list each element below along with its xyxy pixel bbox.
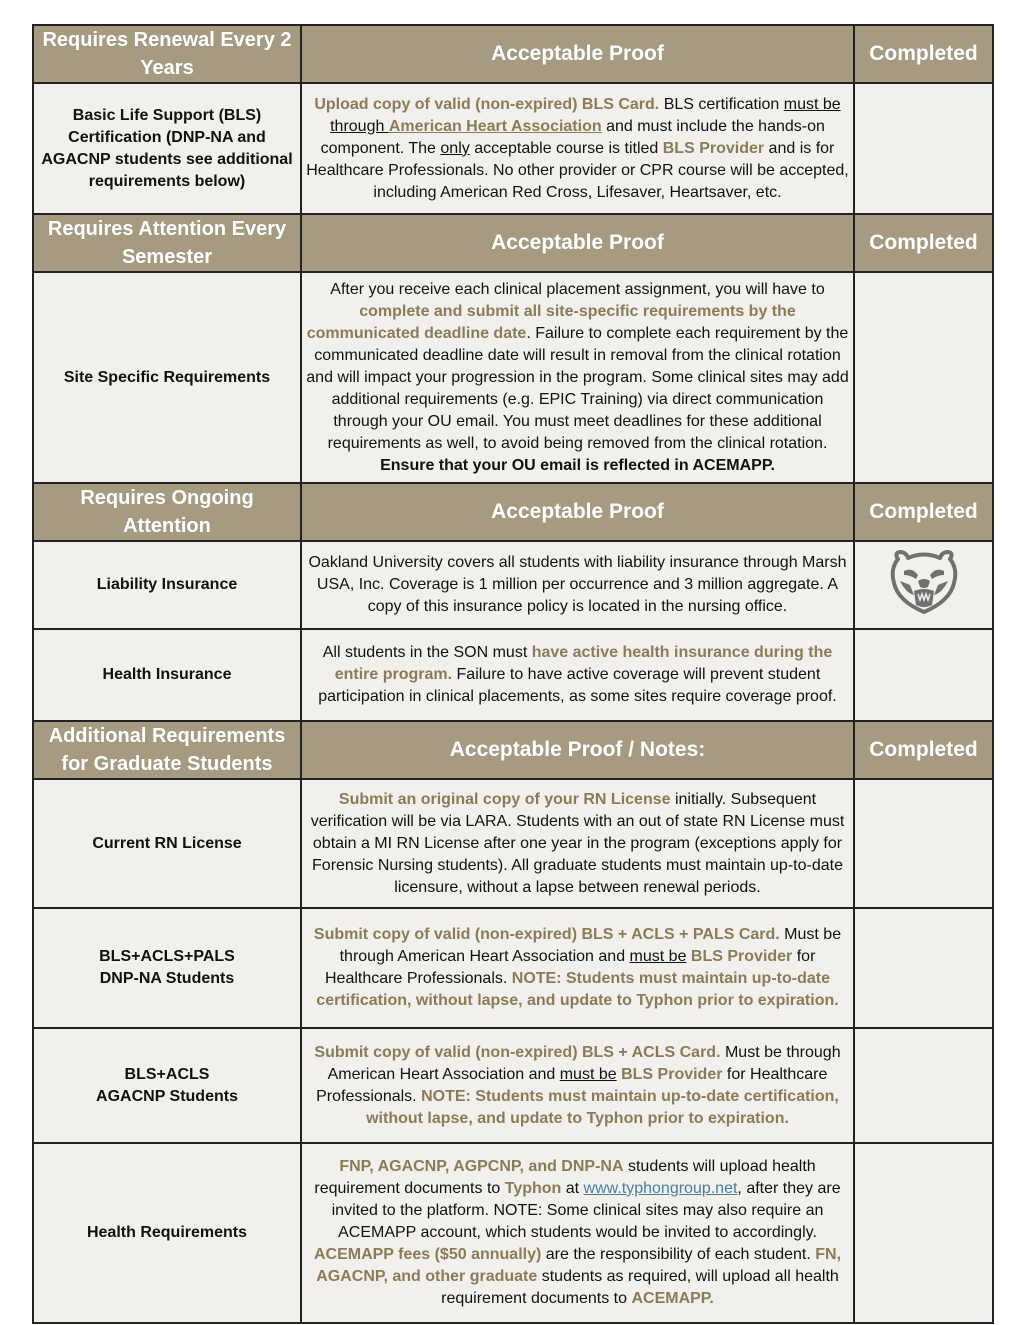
requirement-proof [301, 272, 854, 483]
typhon-link[interactable]: www.typhongroup.net [583, 1180, 738, 1197]
proof-text-segment: BLS certification [659, 95, 784, 113]
proof-text-segment: for Healthcare Professionals. [316, 1065, 828, 1105]
table-row [33, 1143, 993, 1323]
proof-text-segment: Must be through American Heart Association and [327, 1043, 841, 1083]
requirement-label: Health Insurance [33, 629, 301, 721]
completed-cell[interactable] [854, 629, 993, 721]
table-row [33, 779, 993, 908]
completed-cell[interactable] [854, 908, 993, 1028]
requirement-proof [301, 629, 854, 721]
proof-column-header: Acceptable Proof [301, 25, 854, 83]
requirement-proof [301, 1028, 854, 1143]
proof-text-segment: at [561, 1180, 584, 1197]
completed-cell [854, 541, 993, 629]
requirement-label: Site Specific Requirements [33, 272, 301, 483]
proof-text-segment: for Healthcare Professionals. [325, 948, 816, 987]
proof-text-segment: must be [559, 1065, 617, 1083]
proof-text-segment: students will upload health requirement documents to [314, 1158, 816, 1197]
grizzly-bear-logo-icon [888, 549, 960, 615]
section-header-renewal [33, 25, 993, 83]
proof-text-segment: ACEMAPP. [631, 1290, 714, 1307]
requirement-label: Current RN License [33, 779, 301, 908]
completed-column-header: Completed [854, 721, 993, 779]
proof-text-segment: Failure to have active coverage will prevent student participation in clinical placements, as some sites require coverage proof. [318, 666, 837, 705]
proof-text-segment: only [440, 139, 470, 157]
proof-text-segment: , after they are invited to the platform. NOTE: Some clinical sites may also require an ACEMAPP account, which students would be invited to accordingly. [331, 1180, 841, 1241]
completed-column-header: Completed [854, 483, 993, 541]
requirements-table [32, 24, 994, 1324]
proof-text-segment: NOTE: Students must maintain up-to-date certification, without lapse, and update to Typhon prior to expiration. [366, 1087, 839, 1127]
proof-text-segment: and is for Healthcare Professionals. No other provider or CPR course will be accepted, including American Red Cross, Lifesaver, Heartsaver, etc. [306, 139, 849, 201]
requirement-proof [301, 779, 854, 908]
proof-text-segment: ACEMAPP fees ($50 annually) [313, 1246, 542, 1263]
completed-cell[interactable] [854, 272, 993, 483]
proof-text-segment: acceptable course is titled [469, 139, 663, 157]
proof-text-segment: NOTE: Students must maintain up-to-date certification, without lapse, and update to Typhon prior to expiration. [316, 970, 839, 1009]
proof-text-segment: and must include the hands-on component. The [320, 117, 825, 157]
proof-text-segment: Must be through American Heart Association and [339, 926, 842, 965]
proof-text-segment: FN, AGACNP, and other graduate [316, 1246, 842, 1285]
proof-text-segment: All students in the SON must [322, 644, 532, 661]
section-header-ongoing [33, 483, 993, 541]
proof-text-segment: are the responsibility of each student. [541, 1246, 816, 1263]
requirement-proof [301, 541, 854, 629]
proof-text-segment: American Heart Association [388, 117, 602, 135]
table-row [33, 83, 993, 214]
table-row [33, 272, 993, 483]
proof-text-segment: Upload copy of valid (non-expired) BLS Card. [314, 95, 660, 113]
section-header-semester [33, 214, 993, 272]
requirement-label: BLS+ACLS+PALS DNP-NA Students [33, 908, 301, 1028]
proof-text-segment: BLS Provider [621, 1065, 723, 1083]
proof-text-segment: students as required, will upload all health requirement documents to [441, 1268, 839, 1307]
proof-text-segment: . Failure to complete each requirement by the communicated deadline date will result in removal from the clinical rotation and will impact your progression in the program. Some clinical sites may add additional requirements (e.g. EPIC Training) via direct communication through your OU email. You must meet deadlines for these additional requirements as well, to avoid being removed from the clinical rotation. [306, 324, 849, 452]
requirement-label: Basic Life Support (BLS) Certification (DNP-NA and AGACNP students see additional requirements below) [33, 83, 301, 214]
proof-text-segment: initially. Subsequent verification will be via LARA. Students with an out of state RN License must obtain a MI RN License after one year in the program (exceptions apply for Forensic Nursing students). All graduate students must maintain up-to-date licensure, without a lapse between renewal periods. [310, 790, 845, 896]
table-row [33, 1028, 993, 1143]
section-header-graduate [33, 721, 993, 779]
proof-text-segment: Submit an original copy of your RN License [338, 790, 671, 808]
requirement-label: Liability Insurance [33, 541, 301, 629]
requirement-proof [301, 1143, 854, 1323]
proof-text-segment: Ensure that your OU email is reflected in ACEMAPP. [380, 456, 775, 474]
proof-text-segment: complete and submit all site-specific requirements by the communicated deadline date [306, 302, 796, 342]
proof-text-segment: BLS Provider [662, 139, 765, 157]
completed-cell[interactable] [854, 1143, 993, 1323]
requirement-proof [301, 83, 854, 214]
completed-cell[interactable] [854, 1028, 993, 1143]
section-title: Requires Ongoing Attention [33, 483, 301, 541]
requirement-label: Health Requirements [33, 1143, 301, 1323]
proof-text-segment: Submit copy of valid (non-expired) BLS + ACLS Card. [314, 1043, 721, 1061]
proof-text-segment: must be through [330, 95, 841, 135]
proof-text-segment: have active health insurance during the entire program. [334, 644, 833, 683]
completed-cell[interactable] [854, 83, 993, 214]
proof-column-header: Acceptable Proof [301, 214, 854, 272]
completed-column-header: Completed [854, 25, 993, 83]
section-title: Requires Attention Every Semester [33, 214, 301, 272]
section-title: Additional Requirements for Graduate Students [33, 721, 301, 779]
proof-text-segment: Submit copy of valid (non-expired) BLS + ACLS + PALS Card. [313, 926, 780, 943]
table-row [33, 629, 993, 721]
proof-column-header: Acceptable Proof / Notes: [301, 721, 854, 779]
section-title: Requires Renewal Every 2 Years [33, 25, 301, 83]
completed-column-header: Completed [854, 214, 993, 272]
proof-text-segment: Typhon [504, 1180, 562, 1197]
proof-text-segment: FNP, AGACNP, AGPCNP, and DNP-NA [339, 1158, 624, 1175]
requirement-proof [301, 908, 854, 1028]
proof-text-segment: must be [629, 948, 687, 965]
table-row [33, 541, 993, 629]
proof-text-segment: After you receive each clinical placement assignment, you will have to [330, 280, 825, 298]
completed-cell[interactable] [854, 779, 993, 908]
proof-text-segment: Oakland University covers all students with liability insurance through Marsh USA, Inc. Coverage is 1 million per occurrence and 3 million aggregate. A copy of this insurance policy is located in the nursing office. [308, 554, 847, 615]
requirement-label: BLS+ACLS AGACNP Students [33, 1028, 301, 1143]
table-row [33, 908, 993, 1028]
proof-text-segment: BLS Provider [690, 948, 793, 965]
proof-column-header: Acceptable Proof [301, 483, 854, 541]
